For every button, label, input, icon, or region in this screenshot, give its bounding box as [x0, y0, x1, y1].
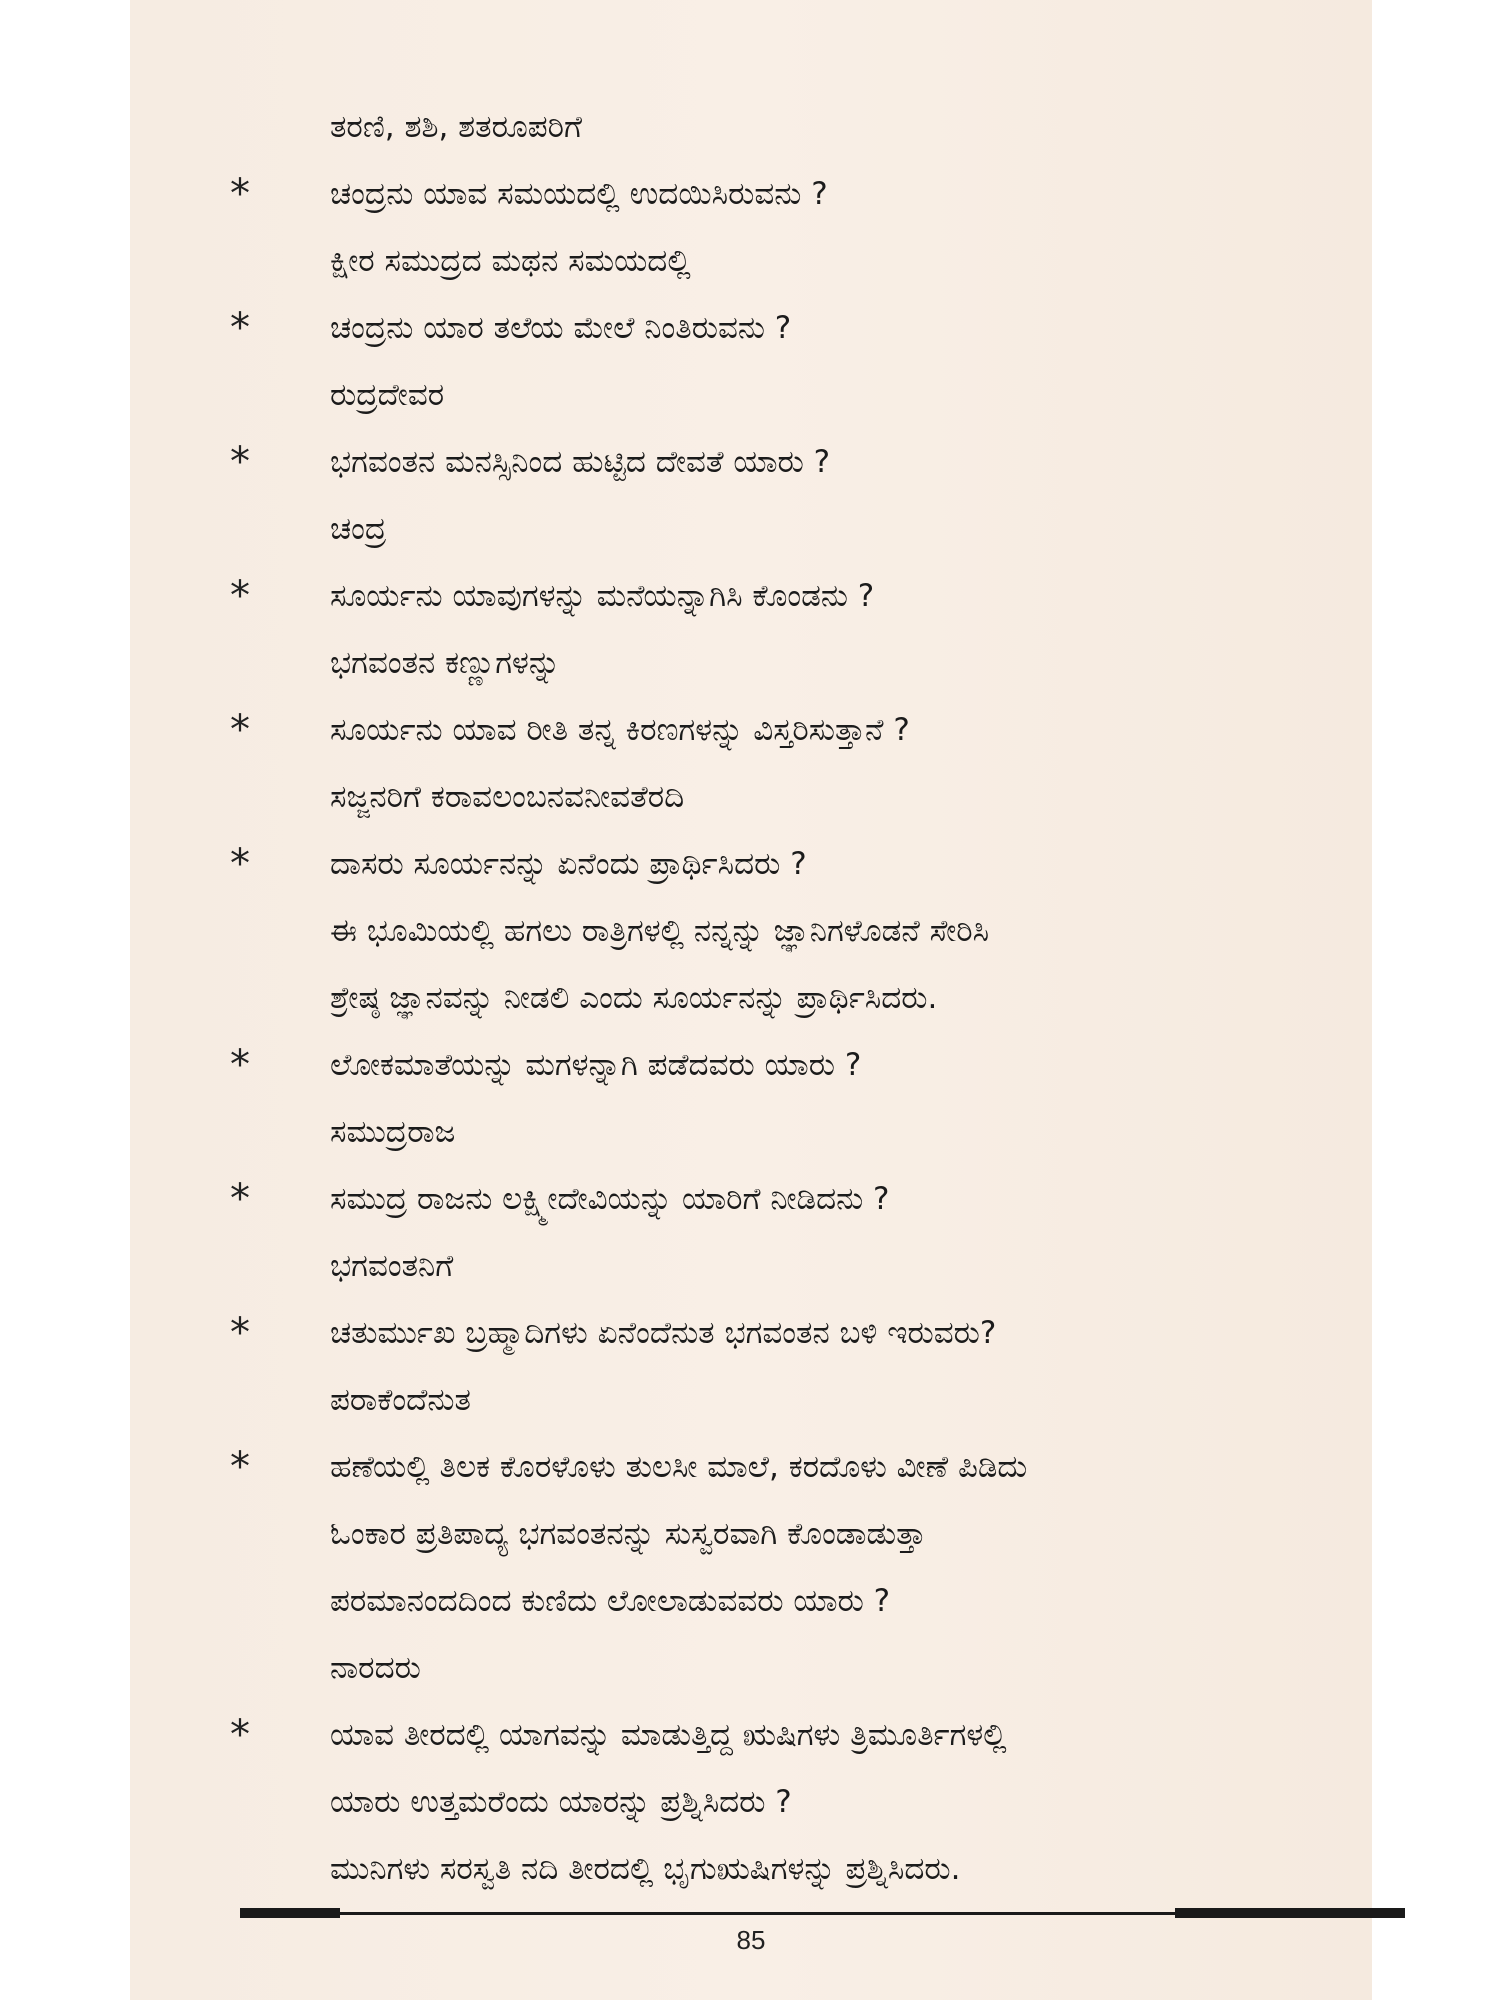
question-text: ಸೂರ್ಯನು ಯಾವ ರೀತಿ ತನ್ನ ಕಿರಣಗಳನ್ನು ವಿಸ್ತರಿಸುತ್ತಾನೆ ? [330, 712, 910, 748]
question-text: ಚಂದ್ರನು ಯಾವ ಸಮಯದಲ್ಲಿ ಉದಯಿಸಿರುವನು ? [330, 176, 828, 212]
text-line [130, 1300, 1372, 1366]
text-line [130, 161, 1372, 227]
bullet-asterisk: * [230, 1712, 250, 1758]
footer-rule-right-accent [1175, 1908, 1405, 1918]
text-line [130, 965, 1372, 1031]
text-line [130, 697, 1372, 763]
text-line [130, 1769, 1372, 1835]
question-text: ದಾಸರು ಸೂರ್ಯನನ್ನು ಏನೆಂದು ಪ್ರಾರ್ಥಿಸಿದರು ? [330, 846, 807, 882]
answer-text: ಸಮುದ್ರರಾಜ [330, 1114, 456, 1150]
question-text: ಯಾರು ಉತ್ತಮರೆಂದು ಯಾರನ್ನು ಪ್ರಶ್ನಿಸಿದರು ? [330, 1784, 792, 1820]
answer-text: ರುದ್ರದೇವರ [330, 377, 445, 413]
question-text: ಭಗವಂತನ ಮನಸ್ಸಿನಿಂದ ಹುಟ್ಟಿದ ದೇವತೆ ಯಾರು ? [330, 444, 831, 480]
text-line [130, 1166, 1372, 1232]
text-line [130, 1501, 1372, 1567]
bullet-asterisk: * [230, 1444, 250, 1490]
answer-text: ಭಗವಂತನಿಗೆ [330, 1248, 454, 1284]
page-number: 85 [736, 1925, 766, 1955]
text-line [130, 563, 1372, 629]
answer-text: ಚಂದ್ರ [330, 511, 387, 547]
text-line [130, 1568, 1372, 1634]
text-line [130, 1836, 1372, 1902]
answer-text: ಸಜ್ಜನರಿಗೆ ಕರಾವಲಂಬನವನೀವತೆರದಿ [330, 779, 685, 815]
answer-text: ಕ್ಷೀರ ಸಮುದ್ರದ ಮಥನ ಸಮಯದಲ್ಲಿ [330, 243, 691, 279]
text-line [130, 228, 1372, 294]
text-line [130, 295, 1372, 361]
text-line [130, 898, 1372, 964]
question-text: ಚಂದ್ರನು ಯಾರ ತಲೆಯ ಮೇಲೆ ನಿಂತಿರುವನು ? [330, 310, 792, 346]
text-line [130, 1702, 1372, 1768]
question-text: ಪರಮಾನಂದದಿಂದ ಕುಣಿದು ಲೋಲಾಡುವವರು ಯಾರು ? [330, 1583, 891, 1619]
text-line [130, 1099, 1372, 1165]
text-line [130, 1434, 1372, 1500]
question-text: ಹಣೆಯಲ್ಲಿ ತಿಲಕ ಕೊರಳೊಳು ತುಲಸೀ ಮಾಲೆ, ಕರದೊಳು ವೀಣೆ ಪಿಡಿದು [330, 1449, 1028, 1485]
line-text: ತರಣಿ, ಶಶಿ, ಶತರೂಪರಿಗೆ [330, 109, 583, 145]
answer-text: ಭಗವಂತನ ಕಣ್ಣುಗಳನ್ನು [330, 645, 561, 681]
text-line [130, 1367, 1372, 1433]
text-line [130, 429, 1372, 495]
bullet-asterisk: * [230, 1310, 250, 1356]
bullet-asterisk: * [230, 305, 250, 351]
question-text: ಲೋಕಮಾತೆಯನ್ನು ಮಗಳನ್ನಾಗಿ ಪಡೆದವರು ಯಾರು ? [330, 1047, 862, 1083]
bullet-asterisk: * [230, 573, 250, 619]
text-line [130, 831, 1372, 897]
bullet-asterisk: * [230, 1042, 250, 1088]
question-text: ಚತುರ್ಮುಖ ಬ್ರಹ್ಮಾದಿಗಳು ಏನೆಂದೆನುತ ಭಗವಂತನ ಬಳಿ ಇರುವರು? [330, 1315, 997, 1351]
text-line [130, 362, 1372, 428]
bullet-asterisk: * [230, 841, 250, 887]
bullet-asterisk: * [230, 171, 250, 217]
bullet-asterisk: * [230, 439, 250, 485]
text-line [130, 496, 1372, 562]
text-line [130, 630, 1372, 696]
text-line [130, 764, 1372, 830]
text-line [130, 1233, 1372, 1299]
answer-text: ಈ ಭೂಮಿಯಲ್ಲಿ ಹಗಲು ರಾತ್ರಿಗಳಲ್ಲಿ ನನ್ನನ್ನು ಜ್ಞಾನಿಗಳೊಡನೆ ಸೇರಿಸಿ [330, 913, 990, 949]
book-page [130, 0, 1372, 2000]
question-text: ಯಾವ ತೀರದಲ್ಲಿ ಯಾಗವನ್ನು ಮಾಡುತ್ತಿದ್ದ ಋಷಿಗಳು ತ್ರಿಮೂರ್ತಿಗಳಲ್ಲಿ [330, 1717, 1007, 1753]
page-body [130, 0, 1372, 2000]
text-line [130, 94, 1372, 160]
answer-text: ನಾರದರು [330, 1650, 421, 1686]
question-text: ಸೂರ್ಯನು ಯಾವುಗಳನ್ನು ಮನೆಯನ್ನಾಗಿಸಿ ಕೊಂಡನು ? [330, 578, 875, 614]
answer-text: ಮುನಿಗಳು ಸರಸ್ವತಿ ನದಿ ತೀರದಲ್ಲಿ ಭೃಗುಋಷಿಗಳನ್ನು ಪ್ರಶ್ನಿಸಿದರು. [330, 1851, 961, 1887]
answer-text: ಪರಾಕೆಂದೆನುತ [330, 1382, 471, 1418]
text-line [130, 1635, 1372, 1701]
footer-rule-left-accent [240, 1908, 340, 1918]
bullet-asterisk: * [230, 1176, 250, 1222]
text-line [130, 1032, 1372, 1098]
answer-text: ಶ್ರೇಷ್ಠ ಜ್ಞಾನವನ್ನು ನೀಡಲಿ ಎಂದು ಸೂರ್ಯನನ್ನು ಪ್ರಾರ್ಥಿಸಿದರು. [330, 980, 938, 1016]
bullet-asterisk: * [230, 707, 250, 753]
question-text: ಸಮುದ್ರ ರಾಜನು ಲಕ್ಷ್ಮೀದೇವಿಯನ್ನು ಯಾರಿಗೆ ನೀಡಿದನು ? [330, 1181, 890, 1217]
question-text: ಓಂಕಾರ ಪ್ರತಿಪಾದ್ಯ ಭಗವಂತನನ್ನು ಸುಸ್ವರವಾಗಿ ಕೊಂಡಾಡುತ್ತಾ [330, 1516, 927, 1552]
